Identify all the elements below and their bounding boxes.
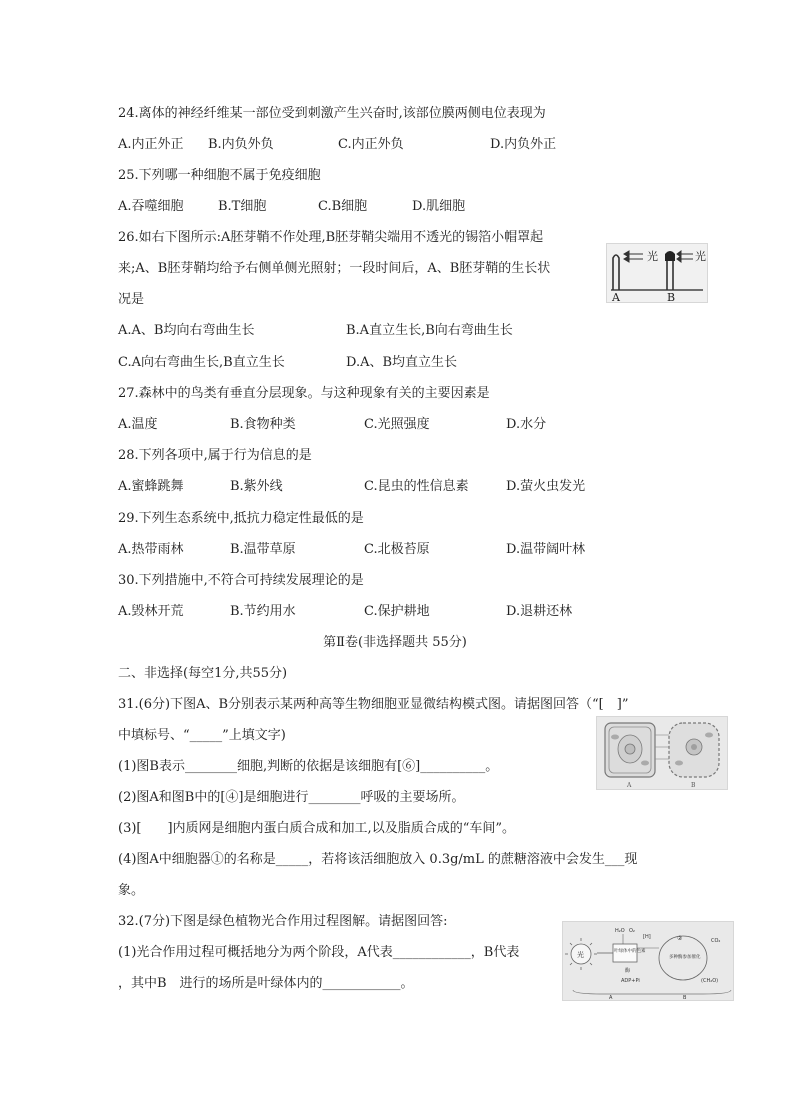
q28-option-c: C.昆虫的性信息素 <box>364 479 469 494</box>
q31-line-4: (2)图A和图B中的[④]是细胞进行________呼吸的主要场所。 <box>118 790 465 805</box>
q26-coleoptile-figure <box>606 243 708 303</box>
light-arrows-b <box>677 251 693 262</box>
q26-stem-line-2: 来;A、B胚芽鞘均给予右侧单侧光照射；一段时间后，A、B胚芽鞘的生长状 <box>118 261 551 276</box>
q30-stem: 30.下列措施中,不符合可持续发展理论的是 <box>118 573 364 588</box>
stage-a-label: A <box>609 995 613 1000</box>
q25-option-c: C.B细胞 <box>318 199 368 214</box>
q31-cell-figure <box>596 716 728 790</box>
q24-option-b: B.内负外负 <box>208 137 274 152</box>
q30-option-d: D.退耕还林 <box>506 604 573 619</box>
q31-line-1: 31.(6分)下图A、B分别表示某两种高等生物细胞亚显微结构模式图。请据图回答（“[ ]” <box>118 697 629 712</box>
q26-option-a: A.A、B均向右弯曲生长 <box>118 323 255 338</box>
q27-option-d: D.水分 <box>506 417 547 432</box>
q29-option-b: B.温带草原 <box>230 542 296 557</box>
circle-2-label: ② <box>677 935 683 942</box>
q30-option-c: C.保护耕地 <box>364 604 430 619</box>
q28-stem: 28.下列各项中,属于行为信息的是 <box>118 448 312 463</box>
q32-photosynthesis-figure <box>562 921 734 1001</box>
cell-label-a: A <box>627 782 632 789</box>
q29-option-d: D.温带阔叶林 <box>506 542 586 557</box>
q31-line-5: (3)[ ]内质网是细胞内蛋白质合成和加工,以及脂质合成的“车间”。 <box>118 821 515 836</box>
q26-stem-line-1: 26.如右下图所示:A胚芽鞘不作处理,B胚芽鞘尖端用不透光的锡箔小帽罩起 <box>118 230 544 245</box>
q27-option-a: A.温度 <box>118 417 158 432</box>
light-label-a: 光 <box>647 250 658 263</box>
co2-label: CO₂ <box>711 938 721 944</box>
q28-option-b: B.紫外线 <box>230 479 283 494</box>
q29-stem: 29.下列生态系统中,抵抗力稳定性最低的是 <box>118 511 364 526</box>
q29-option-c: C.北极苔原 <box>364 542 430 557</box>
q31-line-6: (4)图A中细胞器①的名称是_____，若将该活细胞放入 0.3g/mL 的蔗糖溶液中会发生___现 <box>118 852 638 867</box>
q27-option-c: C.光照强度 <box>364 417 430 432</box>
coleoptile-b <box>667 260 673 290</box>
q25-option-b: B.T细胞 <box>218 199 267 214</box>
q32-line-2: (1)光合作用过程可概括地分为两个阶段，A代表____________，B代表 <box>118 945 520 960</box>
q26-option-d: D.A、B均直立生长 <box>346 355 458 370</box>
light-label-b: 光 <box>695 250 706 263</box>
q29-option-a: A.热带雨林 <box>118 542 184 557</box>
q31-line-7: 象。 <box>118 883 145 898</box>
q31-line-2: 中填标号、“_____”上填文字) <box>118 728 286 743</box>
q30-option-a: A.毁林开荒 <box>118 604 184 619</box>
q24-option-a: A.内正外正 <box>118 137 184 152</box>
stage-b-label: B <box>683 995 687 1000</box>
q27-option-b: B.食物种类 <box>230 417 296 432</box>
q30-option-b: B.节约用水 <box>230 604 296 619</box>
adp-label: ADP+Pi <box>621 978 640 984</box>
q28-option-d: D.萤火虫发光 <box>506 479 586 494</box>
coleoptile-a <box>613 255 619 290</box>
h2o-label: H₂O <box>615 928 625 934</box>
q25-option-a: A.吞噬细胞 <box>118 199 184 214</box>
q26-stem-line-3: 况是 <box>118 292 145 307</box>
enzyme-label: 酶 <box>625 968 631 974</box>
photosynthesis-diagram <box>563 922 733 1000</box>
q26-option-b: B.A直立生长,B向右弯曲生长 <box>346 323 513 338</box>
q31-line-3: (1)图B表示________细胞,判断的依据是该细胞有[⑥]__________。 <box>118 759 499 774</box>
enzymes-catalysis-label: 多种酶参加催化 <box>669 955 701 960</box>
o2-label: O₂ <box>629 928 635 934</box>
q24-stem: 24.离体的神经纤维某一部位受到刺激产生兴奋时,该部位膜两侧电位表现为 <box>118 106 546 121</box>
part-two-title: 第Ⅱ卷(非选择题共 55分) <box>323 635 467 650</box>
h-label: [H] <box>643 934 651 940</box>
cell-structure-diagram <box>597 717 727 789</box>
pigment-label: 叶绿体中的色素 <box>614 949 646 954</box>
q26-option-c: C.A向右弯曲生长,B直立生长 <box>118 355 285 370</box>
ch2o-label: (CH₂O) <box>701 978 719 984</box>
q24-option-c: C.内正外负 <box>338 137 404 152</box>
label-b: B <box>667 291 676 302</box>
q24-option-d: D.内负外正 <box>490 137 557 152</box>
q32-line-1: 32.(7分)下图是绿色植物光合作用过程图解。请据图回答: <box>118 914 448 929</box>
light-arrows-a <box>624 251 643 262</box>
cell-label-b: B <box>691 782 696 789</box>
q28-option-a: A.蜜蜂跳舞 <box>118 479 184 494</box>
label-a: A <box>612 291 620 302</box>
section-two-heading: 二、非选择(每空1分,共55分) <box>118 666 288 681</box>
coleoptile-diagram <box>607 244 707 302</box>
sun-label: 光 <box>577 951 584 959</box>
q25-option-d: D.肌细胞 <box>412 199 466 214</box>
cell-a-nucleus <box>625 744 635 754</box>
q27-stem: 27.森林中的鸟类有垂直分层现象。与这种现象有关的主要因素是 <box>118 386 490 401</box>
foil-cap <box>665 251 675 261</box>
q32-line-3: ，其中B 进行的场所是叶绿体内的____________。 <box>118 976 414 991</box>
q25-stem: 25.下列哪一种细胞不属于免疫细胞 <box>118 168 321 183</box>
